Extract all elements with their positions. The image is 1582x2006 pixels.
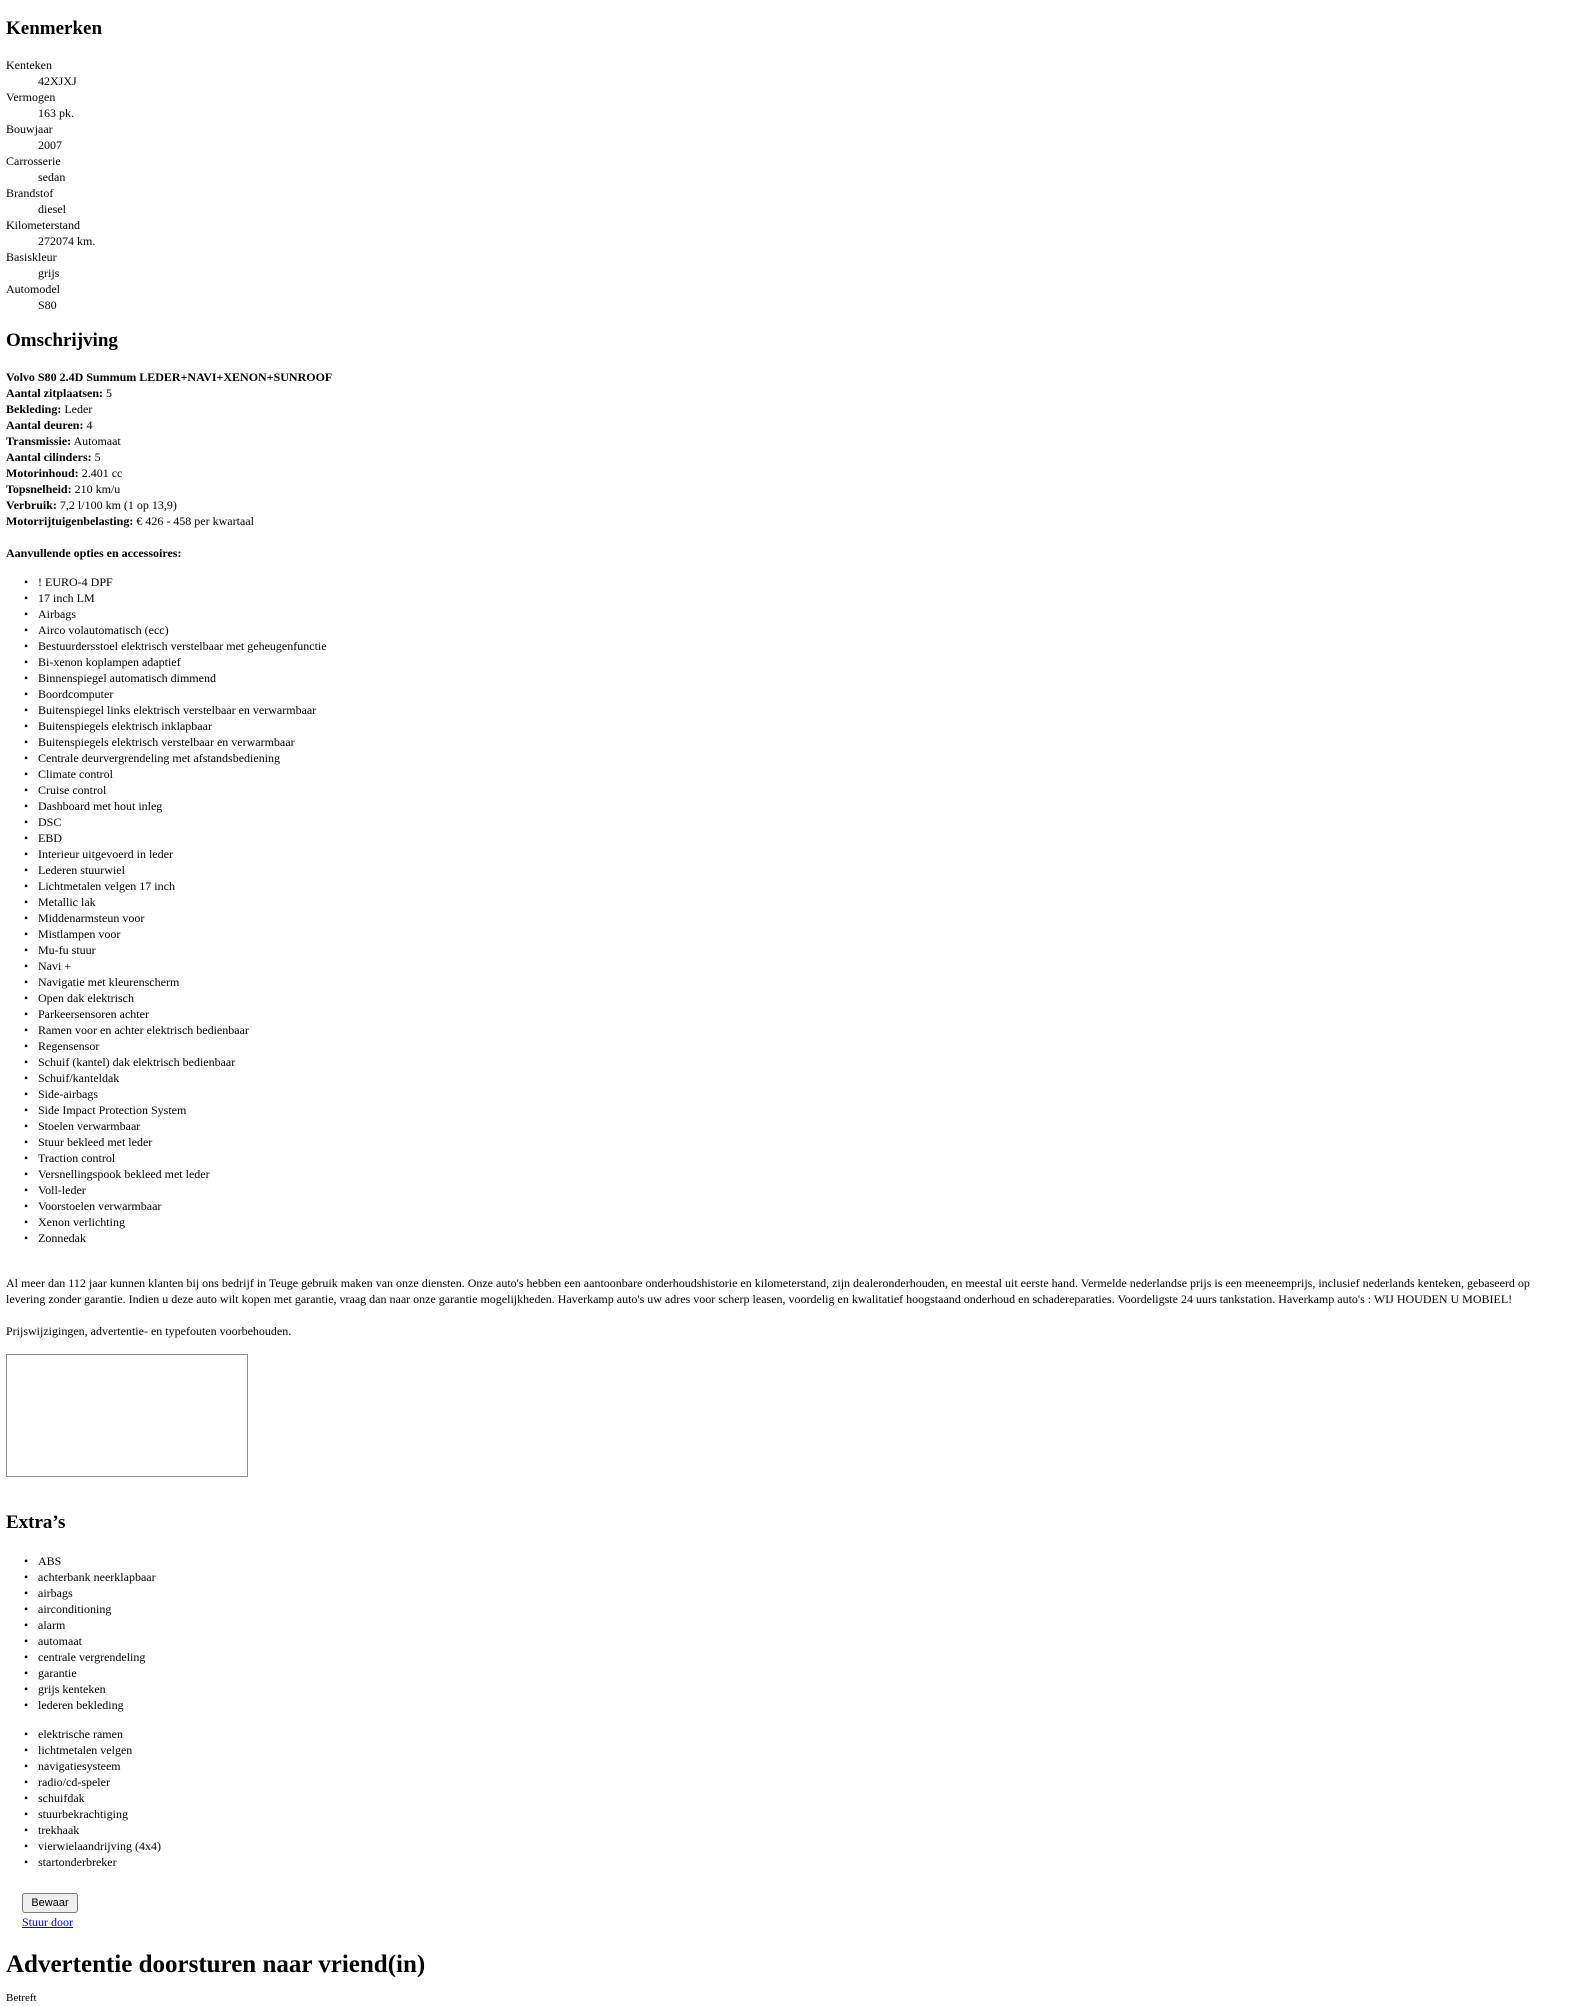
spec-label: Transmissie:	[6, 434, 72, 448]
save-button[interactable]: Bewaar	[22, 1893, 78, 1913]
option-item: • Metallic lak	[0, 894, 327, 910]
spec-row	[6, 401, 92, 417]
extra-item: • radio/cd-speler	[0, 1774, 161, 1790]
option-item: • Mu-fu stuur	[0, 942, 327, 958]
extra-item: • lederen bekleding	[0, 1697, 156, 1713]
spec-value: 210 km/u	[71, 482, 121, 496]
option-item: • Versnellingspook bekleed met leder	[0, 1166, 327, 1182]
spec-row	[6, 497, 177, 513]
option-item: • Navigatie met kleurenscherm	[0, 974, 327, 990]
option-item: • Middenarmsteun voor	[0, 910, 327, 926]
kenmerk-value: 163 pk.	[38, 106, 74, 120]
spec-value: 5	[103, 386, 112, 400]
spec-row	[6, 465, 122, 481]
extra-item: • garantie	[0, 1665, 156, 1681]
kenmerk-label: Kenteken	[6, 58, 52, 72]
spec-label: Motorinhoud:	[6, 466, 79, 480]
spec-label: Aantal zitplaatsen:	[6, 386, 103, 400]
spec-label: Aantal cilinders:	[6, 450, 92, 464]
option-item: • DSC	[0, 814, 327, 830]
spec-row	[6, 481, 120, 497]
option-item: • Buitenspiegels elektrisch inklapbaar	[0, 718, 327, 734]
options-title: Aanvullende opties en accessoires:	[6, 546, 182, 560]
kenmerk-value: 42XJXJ	[38, 74, 77, 88]
spec-value: € 426 - 458 per kwartaal	[133, 514, 254, 528]
spec-value: 7,2 l/100 km (1 op 13,9)	[56, 498, 177, 512]
option-item: • Buitenspiegel links elektrisch verstelbaar en verwarmbaar	[0, 702, 327, 718]
option-item: • Voorstoelen verwarmbaar	[0, 1198, 327, 1214]
option-item: • Traction control	[0, 1150, 327, 1166]
option-item: • Bestuurdersstoel elektrisch verstelbaar met geheugenfunctie	[0, 638, 327, 654]
option-item: • EBD	[0, 830, 327, 846]
spec-value: Automaat	[71, 434, 121, 448]
extra-item: • navigatiesysteem	[0, 1758, 161, 1774]
kenmerk-value: grijs	[38, 266, 60, 280]
option-item: • Stoelen verwarmbaar	[0, 1118, 327, 1134]
option-item: • Parkeersensoren achter	[0, 1006, 327, 1022]
kenmerk-value: diesel	[38, 202, 66, 216]
extra-item: • schuifdak	[0, 1790, 161, 1806]
extra-item: • airbags	[0, 1585, 156, 1601]
option-item: • Lederen stuurwiel	[0, 862, 327, 878]
extra-item: • elektrische ramen	[0, 1726, 161, 1742]
omschrijving-title: Omschrijving	[6, 330, 118, 351]
extra-item: • alarm	[0, 1617, 156, 1633]
extra-item: • startonderbreker	[0, 1854, 161, 1870]
option-item: • Bi-xenon koplampen adaptief	[0, 654, 327, 670]
kenmerk-label: Brandstof	[6, 186, 54, 200]
kenmerk-value: 272074 km.	[38, 234, 96, 248]
forward-subject-label: Betreft	[6, 1992, 37, 2004]
option-item: • Lichtmetalen velgen 17 inch	[0, 878, 327, 894]
forward-link[interactable]: Stuur door	[22, 1915, 73, 1929]
spec-row	[6, 385, 112, 401]
spec-value: 5	[91, 450, 101, 464]
extra-item: • automaat	[0, 1633, 156, 1649]
extra-item: • vierwielaandrijving (4x4)	[0, 1838, 161, 1854]
kenmerk-label: Kilometerstand	[6, 218, 80, 232]
option-item: • Navi +	[0, 958, 327, 974]
option-item: • Side-airbags	[0, 1086, 327, 1102]
extra-item: • ABS	[0, 1553, 156, 1569]
option-item: • Mistlampen voor	[0, 926, 327, 942]
extra-item: • trekhaak	[0, 1822, 161, 1838]
kenmerk-value: sedan	[38, 170, 66, 184]
option-item: • Open dak elektrisch	[0, 990, 327, 1006]
extra-item: • grijs kenteken	[0, 1681, 156, 1697]
kenmerken-title: Kenmerken	[6, 18, 103, 39]
spec-label: Aantal deuren:	[6, 418, 84, 432]
extras-title: Extra’s	[6, 1512, 66, 1533]
option-item: • Climate control	[0, 766, 327, 782]
option-item: • ! EURO-4 DPF	[0, 574, 327, 590]
kenmerk-label: Basiskleur	[6, 250, 57, 264]
option-item: • Zonnedak	[0, 1230, 327, 1246]
option-item: • Regensensor	[0, 1038, 327, 1054]
spec-row	[6, 513, 254, 529]
option-item: • Voll-leder	[0, 1182, 327, 1198]
option-item: • Buitenspiegels elektrisch verstelbaar en verwarmbaar	[0, 734, 327, 750]
option-item: • Airbags	[0, 606, 327, 622]
kenmerk-value: 2007	[38, 138, 62, 152]
map-frame[interactable]	[6, 1354, 248, 1477]
spec-label: Topsnelheid:	[6, 482, 72, 496]
disclaimer: Prijswijzigingen, advertentie- en typefouten voorbehouden.	[6, 1324, 292, 1338]
option-item: • Schuif (kantel) dak elektrisch bedienbaar	[0, 1054, 327, 1070]
option-item: • Ramen voor en achter elektrisch bedienbaar	[0, 1022, 327, 1038]
spec-row	[6, 449, 101, 465]
extra-item: • airconditioning	[0, 1601, 156, 1617]
kenmerk-label: Vermogen	[6, 90, 56, 104]
extra-item: • stuurbekrachtiging	[0, 1806, 161, 1822]
option-item: • Interieur uitgevoerd in leder	[0, 846, 327, 862]
extra-item: • achterbank neerklapbaar	[0, 1569, 156, 1585]
spec-row	[6, 433, 121, 449]
spec-label: Motorrijtuigenbelasting:	[6, 514, 134, 528]
spec-value: 4	[83, 418, 93, 432]
extras-list	[0, 1553, 156, 1713]
car-headline: Volvo S80 2.4D Summum LEDER+NAVI+XENON+SUNROOF	[6, 370, 333, 384]
option-item: • Boordcomputer	[0, 686, 327, 702]
options-list	[0, 574, 327, 1246]
option-item: • Binnenspiegel automatisch dimmend	[0, 670, 327, 686]
spec-value: 2.401 cc	[78, 466, 123, 480]
extras-list	[0, 1726, 161, 1870]
extra-item: • centrale vergrendeling	[0, 1649, 156, 1665]
spec-label: Verbruik:	[6, 498, 57, 512]
kenmerk-label: Carrosserie	[6, 154, 61, 168]
dealer-text: Al meer dan 112 jaar kunnen klanten bij ons bedrijf in Teuge gebruik maken van onze diensten. Onze auto's hebben een aantoonbare onderhoudshistorie en kilometerstand, zijn dealeronderhouden, en meestal uit eerste hand. Vermelde nederlandse prijs is een meeneemprijs, inclusief nederlands kenteken, gebaseerd op levering zonder garantie. Indien u deze auto wilt kopen met garantie, vraag dan naar onze garantie mogelijkheden. Haverkamp auto's uw adres voor scherp leasen, voordelig en kwalitatief hoogstaand onderhoud en schadereparaties. Voordeligste 24 uurs tankstation. Haverkamp auto's : WIJ HOUDEN U MOBIEL!	[6, 1276, 1530, 1306]
kenmerk-label: Automodel	[6, 282, 60, 296]
option-item: • Stuur bekleed met leder	[0, 1134, 327, 1150]
option-item: • Dashboard met hout inleg	[0, 798, 327, 814]
option-item: • Cruise control	[0, 782, 327, 798]
kenmerk-value: S80	[38, 298, 57, 312]
option-item: • Side Impact Protection System	[0, 1102, 327, 1118]
option-item: • Airco volautomatisch (ecc)	[0, 622, 327, 638]
option-item: • Xenon verlichting	[0, 1214, 327, 1230]
spec-label: Bekleding:	[6, 402, 62, 416]
option-item: • Schuif/kanteldak	[0, 1070, 327, 1086]
extra-item: • lichtmetalen velgen	[0, 1742, 161, 1758]
spec-row	[6, 417, 92, 433]
option-item: • 17 inch LM	[0, 590, 327, 606]
option-item: • Centrale deurvergrendeling met afstandsbediening	[0, 750, 327, 766]
forward-title: Advertentie doorsturen naar vriend(in)	[6, 1951, 426, 1978]
spec-value: Leder	[61, 402, 93, 416]
kenmerk-label: Bouwjaar	[6, 122, 53, 136]
